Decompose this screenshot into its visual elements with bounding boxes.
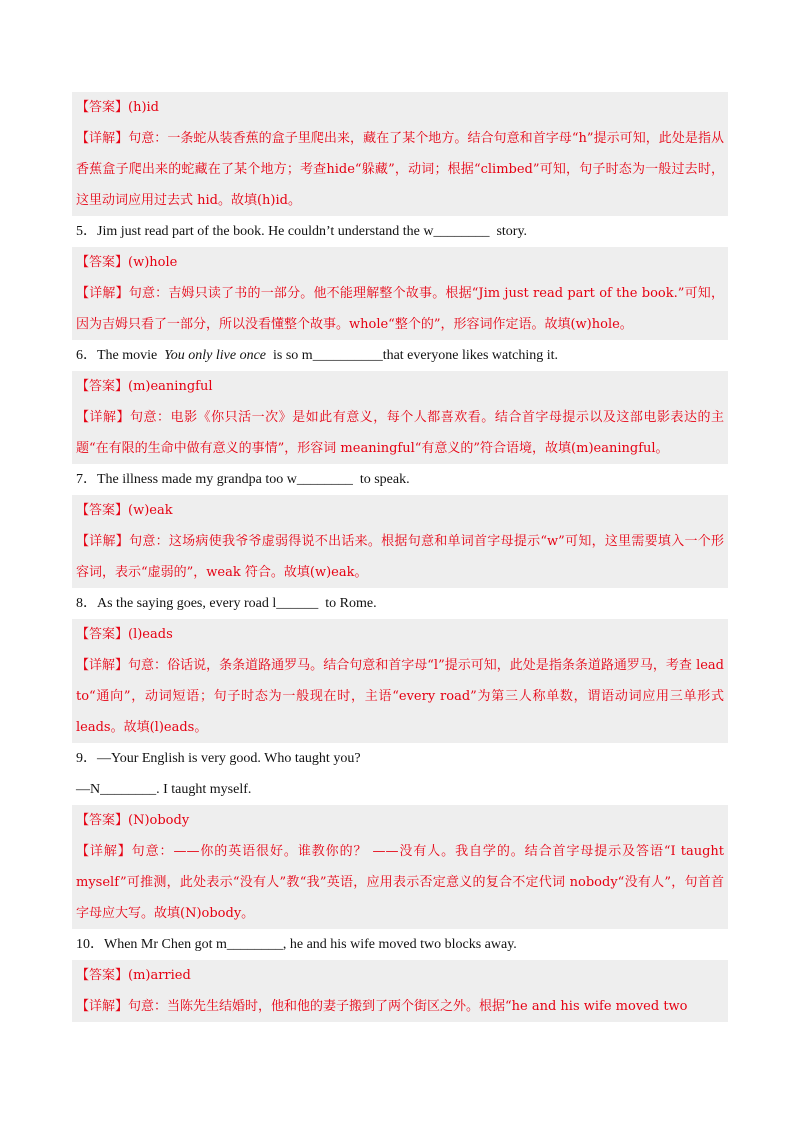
question-text <box>72 216 728 247</box>
question-9 <box>72 743 728 929</box>
question-number: 8． <box>76 596 97 611</box>
detail-explanation: 【详解】句意：电影《你只活一次》是如此有意义，每个人都喜欢看。结合首字母提示以及这部电影表达的主题“在有限的生命中做有意义的事情”，形容词 meaningful“有意义的”符合语境，故填(m)eaningful。 <box>72 402 728 464</box>
question-sentence-end: is so m__________that everyone likes watching it. <box>266 348 559 363</box>
movie-title: You only live once <box>164 348 267 363</box>
answer-line: 【答案】(h)id <box>72 92 728 123</box>
question-text <box>72 464 728 495</box>
question-6 <box>72 340 728 464</box>
answer-line: 【答案】(m)arried <box>72 960 728 991</box>
answer-line: 【答案】(m)eaningful <box>72 371 728 402</box>
question-sentence: As the saying goes, every road l______ to Rome. <box>97 596 377 611</box>
question-number: 5． <box>76 224 97 239</box>
question-number: 6． <box>76 348 97 363</box>
answer-line: 【答案】(w)hole <box>72 247 728 278</box>
detail-explanation: 【详解】句意：俗话说，条条道路通罗马。结合句意和首字母“l”提示可知，此处是指条条道路通罗马，考查 lead to“通向”，动词短语；句子时态为一般现在时，主语“every road”为第三人称单数，谓语动词应用三单形式 leads。故填(l)eads。 <box>72 650 728 743</box>
detail-explanation: 【详解】句意：当陈先生结婚时，他和他的妻子搬到了两个街区之外。根据“he and his wife moved two <box>72 991 728 1022</box>
detail-explanation: 【详解】句意：——你的英语很好。谁教你的？ ——没有人。我自学的。结合首字母提示及答语“I taught myself”可推测，此处表示“没有人”教“我”英语，应用表示否定意义的复合不定代词 nobody“没有人”，句首首字母应大写。故填(N)obody。 <box>72 836 728 929</box>
answer-line: 【答案】(l)eads <box>72 619 728 650</box>
question-number: 10． <box>76 937 104 952</box>
answer-line: 【答案】(N)obody <box>72 805 728 836</box>
detail-explanation: 【详解】句意：吉姆只读了书的一部分。他不能理解整个故事。根据“Jim just read part of the book.”可知，因为吉姆只看了一部分，所以没看懂整个故事。whole“整个的”，形容词作定语。故填(w)hole。 <box>72 278 728 340</box>
question-sentence-start: The movie <box>97 348 165 363</box>
detail-explanation: 【详解】句意：这场病使我爷爷虚弱得说不出话来。根据句意和单词首字母提示“w”可知，这里需要填入一个形容词，表示“虚弱的”，weak 符合。故填(w)eak。 <box>72 526 728 588</box>
question-sentence: —Your English is very good. Who taught you? <box>97 751 361 766</box>
question-number: 7． <box>76 472 97 487</box>
question-number: 9． <box>76 751 97 766</box>
question-10 <box>72 929 728 1022</box>
question-sentence: The illness made my grandpa too w________ to speak. <box>97 472 410 487</box>
question-reply-line: —N________. I taught myself. <box>76 782 252 797</box>
question-5 <box>72 216 728 340</box>
question-sentence: Jim just read part of the book. He couldn’t understand the w________ story. <box>97 224 528 239</box>
content-area <box>72 92 728 1022</box>
answer-block-4 <box>72 92 728 216</box>
question-text <box>72 929 728 960</box>
question-8 <box>72 588 728 743</box>
question-text <box>72 340 728 371</box>
detail-explanation: 【详解】句意：一条蛇从装香蕉的盒子里爬出来，藏在了某个地方。结合句意和首字母“h”提示可知，此处是指从香蕉盒子爬出来的蛇藏在了某个地方；考查hide“躲藏”，动词；根据“climbed”可知，句子时态为一般过去时，这里动词应用过去式 hid。故填(h)id。 <box>72 123 728 216</box>
question-text <box>72 743 728 774</box>
question-7 <box>72 464 728 588</box>
answer-line: 【答案】(w)eak <box>72 495 728 526</box>
question-sentence: When Mr Chen got m________, he and his wife moved two blocks away. <box>104 937 517 952</box>
question-text <box>72 588 728 619</box>
